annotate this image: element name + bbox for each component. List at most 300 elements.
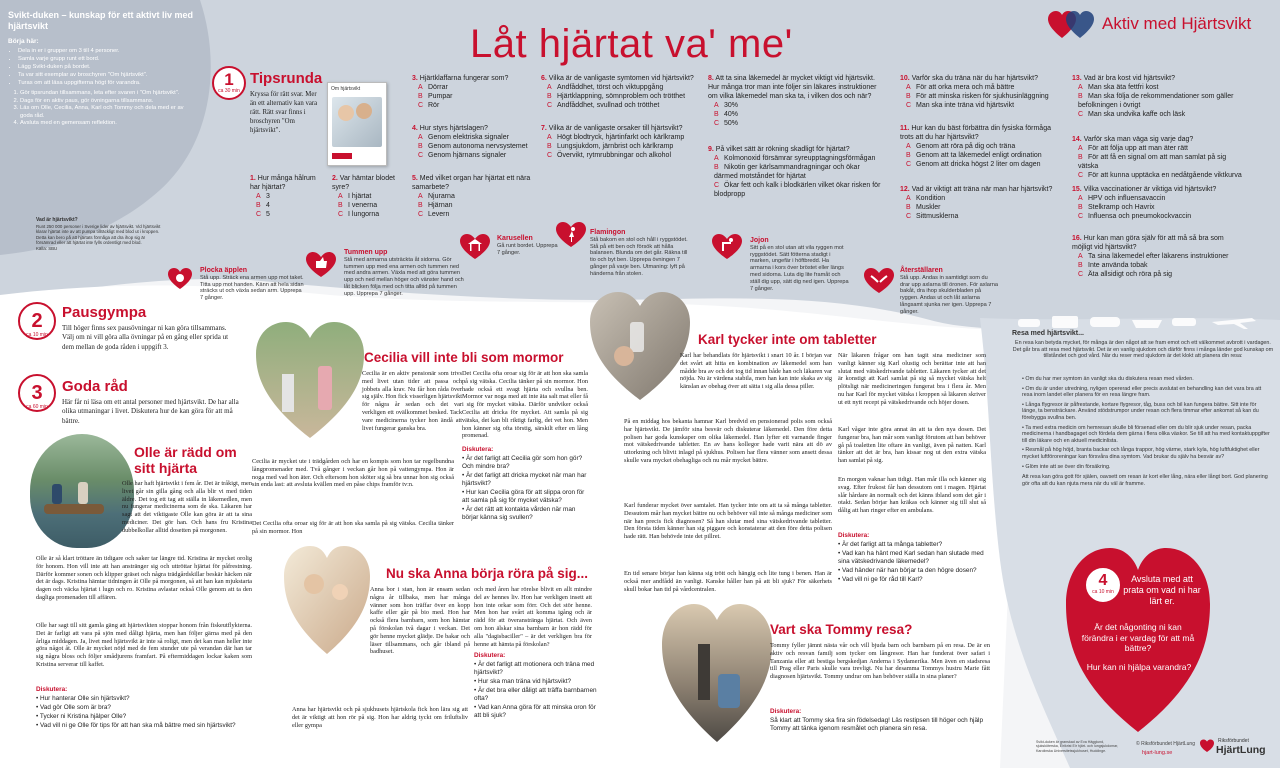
quiz-option[interactable] (714, 163, 884, 181)
quiz-option-letter: C (714, 120, 720, 127)
olle-p2: Olle är så klart tröttare än tidigare och saker tar längre tid. Kristina är mycket orolig för honom. Hon vill inte att han anstränger sig och uttröttar hjärtat för påfrestning. Därför kommer sonen och klipper gräset och några trädgårdskillar beskär häcken när det är dags. Kristina hämtar tidningen åt Olle på morgonen, så att han kan mjukstarta dagen och väcka hjärtat i lugn och ro. Kristina avlastar också Olle genom att ta den dagliga promenaden till affären. (36, 555, 252, 601)
anna-discussion (474, 652, 604, 721)
quiz-question-text: Att ta sina läkemedel är mycket viktigt vid hjärtsvikt. Hur många tror man inte följer sin läkares instruktioner om vilka läkemedel man ska ta, i vilken dos och när? (708, 75, 877, 100)
quiz-question (708, 145, 884, 199)
quiz-option-letter: C (906, 102, 912, 109)
quiz-question-text: Var hämtar blodet syre? (332, 175, 395, 191)
karl-discussion (838, 532, 988, 585)
quiz-option-letter: B (1078, 204, 1083, 211)
exercise-text: Sitt på en stol utan att vila ryggen mot ryggstödet. Sätt fötterna stadigt i marken, ungefär i höftbredd. Ha armarna i kors över bröstet eller längs med sidorna. Luta dig lite framåt och ställ dig upp, sätt dig ned igen. Upprepa 7 gånger. (750, 244, 849, 292)
quiz-option-text: Genom elektriska signaler (428, 134, 509, 141)
karl-p5: När läkaren frågar om han tagit sina mediciner som vanligt känner sig Karl olustig och berättar inte att han slutat med vätskedrivande tabletter. Läkaren tycker att det är konstigt att Karl samlat på sig så mycket vätska helt plötsligt när medicineringen fungerat bra i flera år. Men nu har Karl för mycket vätska i kroppen så läkaren skriver ut ett nytt recept på vätskedrivande och höjer dosen. (838, 352, 986, 406)
quiz-option[interactable] (1078, 203, 1242, 212)
apple-icon (168, 268, 192, 290)
quiz-option-text: I venerna (348, 202, 378, 209)
quiz-option-letter: C (1078, 213, 1084, 220)
discussion-item: • Vad gör Olle som är bra? (36, 704, 111, 711)
section-2-title: Pausgympa (62, 304, 147, 321)
quiz-option-letter: B (418, 93, 423, 100)
quiz-option[interactable] (547, 83, 701, 92)
quiz-option-letter: A (256, 193, 261, 200)
quiz-option-text: Stelkramp och Havrix (1088, 204, 1155, 211)
exercise-text: Stå med armarna utsträckta åt sidorna. Gör tummen upp med ena armen och tummen ned med andra armen. Växla med att göra tummen upp och ned mellan höger och vänster hand och låt blicken följa med och titta alltid på tummen upp. Upprepa 7 gånger. (344, 256, 464, 297)
quiz-option-text: Äta allsidigt och röra på sig (1088, 271, 1173, 278)
quiz-question (900, 124, 1060, 169)
quiz-option[interactable] (338, 201, 404, 210)
quiz-option-letter: A (418, 84, 423, 91)
quiz-question-text: Vilka vaccinationer är viktiga vid hjärtsvikt? (1083, 186, 1217, 193)
fact-title: Vad är hjärtsvikt? (36, 217, 78, 223)
quiz-option-text: För att orka mera och må bättre (916, 84, 1015, 91)
quiz-option[interactable] (1078, 92, 1242, 110)
quiz-option[interactable] (338, 192, 404, 201)
quiz-option[interactable] (418, 151, 552, 160)
discussion-item: • Är det bra eller dåligt att träffa barnbarnen ofta? (474, 687, 597, 702)
tommy-discussion (770, 708, 992, 734)
quiz-number: 11. (900, 125, 910, 132)
quiz-option-letter: A (418, 193, 423, 200)
quiz-option-text: Genom att ta läkemedel enligt ordination (916, 152, 1042, 159)
exercise-flamingon (590, 230, 690, 278)
quiz-option[interactable] (1078, 83, 1242, 92)
quiz-option-letter: B (338, 202, 343, 209)
yoyo-icon (712, 234, 742, 260)
brand-name: Aktiv med Hjärtsvikt (1102, 14, 1252, 33)
section-2-badge: 2 ca 10 min (18, 302, 56, 340)
quiz-option-text: HPV och influensavaccin (1088, 195, 1166, 202)
quiz-option-text: Kondition (916, 195, 946, 202)
quiz-option-letter: B (906, 93, 911, 100)
quiz-option-letter: A (714, 155, 719, 162)
quiz-option-text: Sittmusklerna (916, 213, 959, 220)
quiz-option-text: Kolmonoxid försämrar syreupptagningsförmågan (724, 155, 876, 162)
quiz-question (1072, 234, 1242, 279)
quiz-option[interactable] (1078, 270, 1242, 279)
quiz-option[interactable] (906, 92, 1060, 101)
quiz-option-letter: B (714, 164, 719, 171)
quiz-option-letter: A (418, 134, 423, 141)
quiz-option[interactable] (906, 83, 1060, 92)
quiz-number: 6. (541, 75, 547, 82)
footer-credit: Svikt-duken är granskad av Eva Hägglund, sjuksköterska, Eirikrist Eir hjärt- och lungsjukdomar, Karolinska Universitetssjukhuset, Huddinge. (1036, 740, 1119, 753)
karl-p4: En tid senare börjar han känna sig trött och hängig och lite tung i benen. Han är också mer andfådd än vanligt. Kanske håller han på att bli sjuk? För säkerhets skull bokar han tid på vårdcentralen. (624, 570, 832, 593)
quiz-option-text: 4 (266, 202, 270, 209)
quiz-question-text: Vilka är de vanligaste orsaker till hjärtsvikt? (548, 125, 683, 132)
quiz-number: 2. (332, 175, 338, 182)
quiz-option-text: I lungorna (348, 211, 380, 218)
discussion-item: • Vad vill ni ge Olle för tips för att han ska må bättre med sin hjärtsvikt? (36, 722, 236, 729)
discussion-item: • Är det rätt att kontakta vården när man börjar känna sig svullen? (462, 506, 576, 521)
travel-tip: • Glöm inte att se över din försäkring. (1022, 463, 1111, 470)
quiz-option-letter: C (714, 182, 720, 189)
quiz-question-text: Varför ska du träna när du har hjärtsvikt? (911, 75, 1039, 82)
olle-photo (30, 434, 134, 548)
intro-start-heading: Börja här: (8, 38, 39, 45)
quiz-option-text: Muskler (916, 204, 941, 211)
quiz-option[interactable] (906, 212, 1060, 221)
quiz-number: 13. (1072, 75, 1082, 82)
footer-copyright: © Riksförbundet HjärtLung (1136, 741, 1195, 747)
quiz-number: 9. (708, 146, 714, 153)
quiz-option[interactable] (1078, 212, 1242, 221)
cecilia-discussion (462, 446, 592, 523)
quiz-question-text: Vilka är de vanligaste symtomen vid hjärtsvikt? (548, 75, 694, 82)
anna-p1: Anna bor i stan, hon är ensam sedan några år tillbaka, men har många vänner som hon träffar över en kopp kaffe eller går på bio med. Hon har också flera barnbarn, som hon hämtar på förskolan två dagar i veckan. Det gör henne mycket glädje. De bakar och läser tillsammans, och går ibland på badhuset. (370, 586, 470, 656)
quiz-option[interactable] (418, 142, 552, 151)
quiz-option-text: Hjärtklappning, sömnproblem och trötthet (557, 93, 686, 100)
quiz-number: 4. (412, 125, 418, 132)
exercise-title: Karusellen (497, 235, 533, 242)
quiz-option-letter: C (1078, 271, 1084, 278)
quiz-option-letter: A (714, 102, 719, 109)
quiz-option-text: Pumpar (428, 93, 453, 100)
quiz-option-text: Nikotin ger kärlsammandragningar och ökar därmed motståndet för hjärtat (714, 164, 860, 180)
quiz-option[interactable] (418, 101, 552, 110)
quiz-option[interactable] (1078, 171, 1242, 180)
quiz-number: 3. (412, 75, 418, 82)
exercise-title: Jojon (750, 237, 769, 244)
quiz-option-text: 5 (266, 211, 270, 218)
travel-tip: • Om du har mer symtom än vanligt ska du diskutera resan med vården. (1022, 376, 1194, 382)
cecilia-title: Cecilia vill inte bli som mormor (364, 350, 564, 365)
quiz-number: 1. (250, 175, 256, 182)
travel-tip: • Resmål på hög höjd, branta backar och långa trappor, hög värme, stark kyla, hög luftfuktighet eller mycket luftföroreningar kan försvåra dina symtom. Vad brukar du själv ha besvär av? (1022, 447, 1260, 460)
cecilia-p1: Cecilia är en aktiv pensionär som trivs med livet utan tider att passa och jobbets alla krav. Nu får hon råda över sig själv. Hon fick visserligen hjärtsvikt för några år sedan och det var verkligen ett ovälkommet besked. Tack vare medicinerna tycker hon ändå att livet fungerar ganska bra. (362, 370, 462, 432)
quiz-option-letter: C (256, 211, 262, 218)
intro-numbered-item: 2. Dags för en aktiv paus, gör övningarna tillsammans. (20, 98, 198, 106)
section-3-title: Goda råd (62, 378, 128, 395)
section-2-desc: Till höger finns sex pausövningar ni kan göra tillsammans. Välj om ni vill göra alla övningar på en gång eller sprida ut dem mellan de goda råden i uppgift 3. (62, 324, 229, 351)
quiz-option[interactable] (418, 210, 552, 219)
discussion-item: • Hur ska man träna vid hjärtsvikt? (474, 678, 572, 685)
quiz-option-letter: A (547, 84, 552, 91)
footer-url[interactable]: hjart-lung.se (1142, 750, 1173, 756)
quiz-question-text: Hur kan du bäst förbättra din fysiska förmåga trots att du har hjärtsvikt? (900, 125, 1051, 141)
quiz-number: 5. (412, 175, 418, 182)
cecilia-p2: Cecilia är mycket ute i trädgården och har en kompis som hon tar regelbundna långpromenader med. Två gånger i veckan går hon på vattengympa. Hon är noga med vad hon äter. Och eftersom hon sköter sig så bra unnar hon sig också sin enda last: att avsluta kvällen med en påse chips framför tv:n. (252, 458, 454, 489)
quiz-option[interactable] (714, 181, 884, 199)
quiz-question (1072, 74, 1242, 119)
quiz-option-letter: C (418, 102, 424, 109)
travel-intro: En resa kan betyda mycket, för många är den något att se fram emot och ett välkommet avbrott i vardagen. Det går bra att resa med hjärtsvikt. Det är en vanlig sjukdom och därför finns i många länder god kunskap om tillståndet och god vård. När du reser med sjukdom är det klokt att planera din resa: (1012, 340, 1274, 360)
travel-tip: • Ta med extra medicin om hemresan skulle bli försenad eller om du blir sjuk under resan, packa medicinerna i handbagaget och fördela dem gärna i flera olika väskor. Se till att ha med kontaktuppgifter till din läkare och en aktuell medicinlista. (1022, 424, 1270, 444)
quiz-question-text: Med vilket organ har hjärtat ett nära samarbete? (412, 175, 531, 191)
flamingo-icon (556, 222, 586, 248)
quiz-option-text: För att få en signal om att man samlat på sig vätska (1078, 154, 1227, 170)
anna-p2: och med åren har rörelse blivit en allt mindre del av hennes liv. Hon har verkligen insett att hon inte orkar som förr. Och det stör henne. Men hon har svårt att komma igång och är rädd för att överanstränga hjärtat. Och även om hon älskar sina barnbarn är hon rädd för alla "dagisbaciller" – är det verkligen bra för henne att hämta på förskolan? (474, 586, 592, 648)
quiz-option-letter: B (1078, 154, 1083, 161)
fact-box (36, 218, 166, 252)
quiz-option-text: Dörrar (428, 84, 448, 91)
quiz-question (1072, 135, 1242, 180)
quiz-option-text: För att minska risken för sjukhusinläggning (916, 93, 1049, 100)
intro-numbered-item: 1. Gör tipsrundan tillsammans, leta efter svaren i "Om hjärtsvikt". (20, 90, 198, 98)
quiz-option-letter: A (338, 193, 343, 200)
discussion-title: Diskutera: (770, 708, 802, 715)
karl-title: Karl tycker inte om tabletter (698, 332, 877, 347)
quiz-option-letter: C (418, 152, 424, 159)
exercise-aterstallaren (900, 268, 998, 316)
quiz-option[interactable] (418, 92, 552, 101)
discussion-item: • Hur hanterar Olle sin hjärtsvikt? (36, 695, 130, 702)
quiz-option[interactable] (1078, 261, 1242, 270)
quiz-option[interactable] (906, 203, 1060, 212)
quiz-option-letter: A (906, 195, 911, 202)
travel-icons (1012, 312, 1272, 332)
quiz-option[interactable] (906, 151, 1060, 160)
quiz-option-letter: B (906, 204, 911, 211)
quiz-question-text: Hur många hålrum har hjärtat? (250, 175, 316, 191)
quiz-option-letter: C (1078, 172, 1084, 179)
quiz-option-letter: C (1078, 111, 1084, 118)
quiz-option-text: Man ska undvika kaffe och läsk (1088, 111, 1186, 118)
quiz-option-letter: A (906, 84, 911, 91)
footer-org-small: Riksförbundet (1218, 738, 1249, 744)
karl-p2: På en middag hos bekanta hamnar Karl bredvid en pensionerad polis som också har hjärtsvikt. De jämför sina besvär och diskuterar läkemedel. Den före detta polisen har goda kunskaper om olika läkemedel. Han lyfter ett varnande finger mot vätskedrivande tabletter. En av hans kollegor hade varit nära att dö av uttorkning och blivit inlagd på sjukhus. Polisen har flera vänner som ansett dessa skulle vara mycket obehagliga och nu mår mycket bättre. (624, 418, 832, 464)
discussion-item: • Är det farligt att Cecilia gör som hon gör? Och mindre bra? (462, 455, 583, 470)
quiz-option-text: Genom hjärnans signaler (428, 152, 507, 159)
quiz-question (541, 74, 701, 110)
quiz-option[interactable] (714, 119, 884, 128)
discussion-title: Diskutera: (36, 686, 68, 693)
quiz-option[interactable] (547, 142, 701, 151)
travel-tips (1022, 376, 1272, 487)
quiz-option-text: Njurarna (428, 193, 455, 200)
quiz-option-letter: A (906, 143, 911, 150)
quiz-option-letter: B (256, 202, 261, 209)
quiz-option[interactable] (1078, 144, 1242, 153)
discussion-item: • Är det farligt att ta många tabletter? (838, 541, 943, 548)
quiz-option-letter: C (906, 161, 912, 168)
exercise-title: Plocka äpplen (200, 267, 248, 274)
thumbs-up-icon (306, 252, 336, 278)
section-4-q2: Hur kan ni hjälpa varandra? (1086, 662, 1192, 672)
quiz-option-text: Man ska äta fettfri kost (1088, 84, 1159, 91)
quiz-option-letter: B (547, 93, 552, 100)
karl-photo (590, 292, 690, 402)
section-1-badge: 1 ca 30 min (212, 66, 246, 100)
footer-org: HjärtLung (1216, 744, 1266, 756)
section-4-badge: 4 ca 10 min (1086, 568, 1120, 602)
intro-numbered (8, 90, 198, 128)
brand-logo (1048, 10, 1278, 44)
discussion-text: Så klart att Tommy ska fira sin födelsedag! Läs restipsen till höger och hjälp Tommy att tänka igenom resmålet och planera sin resa. (770, 717, 984, 732)
karl-p6: Karl vågar inte göra annat än att ta den nya dosen. Det fungerar bra, han mår som vanligt förutom att han behöver gå på toaletten lite oftare än vanligt, även på natten. Karl tänker att det är bra, han kissar nog ut den extra vätska han samlat på sig. (838, 426, 986, 465)
quiz-question (412, 124, 552, 160)
brochure-title: Om hjärtsvikt (331, 86, 361, 92)
quiz-option[interactable] (256, 210, 322, 219)
discussion-item: • Är det farligt att motionera och träna med hjärtsvikt? (474, 661, 595, 676)
quiz-option[interactable] (906, 142, 1060, 151)
quiz-question-text: Varför ska man väga sig varje dag? (1083, 136, 1194, 143)
discussion-item: • Tycker ni Kristina hjälper Olle? (36, 713, 127, 720)
quiz-question-text: På vilket sätt är rökning skadligt för hjärtat? (715, 146, 850, 153)
quiz-number: 14. (1072, 136, 1082, 143)
exercise-jojon (750, 238, 850, 292)
quiz-option[interactable] (256, 201, 322, 210)
quiz-option-letter: A (1078, 84, 1083, 91)
quiz-option-letter: C (906, 213, 912, 220)
karl-p1: Karl har behandlats för hjärtsvikt i snart 10 år. I början var det svårt att hitta en kombination av läkemedel som han mådde bra av och det tog tid innan både han och läkaren var nöjda. Nu är värdena stabila, men han kan inte skaka av sig känslan av obehag över att sätta i sig alla dessa piller. (680, 352, 832, 391)
quiz-option-text: 30% (724, 102, 739, 109)
quiz-option[interactable] (1078, 194, 1242, 203)
olle-p1: Olle har haft hjärtsvikt i fem år. Det är tråkigt, men livet går sin gilla gång och alla blir vi med tiden äldre. Det tog ett tag att ställa in läkemedlen, men nu fungerar medicinerna som de ska. Läkaren har sagt att det viktigaste Olle kan göra är att ta sina mediciner. Det gör han. Och hans fru Kristina dubbelkollar alltid dosetten på morgonen. (122, 480, 252, 534)
karl-p7: En morgon vaknar han tidigt. Han mår illa och känner sig svag. Efter frukost får han dessutom ont i magen. Hjärtat slår hårdare än normalt och det känns ibland som det går i otakt. Sedan börjar han kräkas och känner sig till slut så dålig att han ringer efter en ambulans. (838, 476, 986, 515)
quiz-option[interactable] (1078, 153, 1242, 171)
quiz-question-text: Vad är bra kost vid hjärtsvikt? (1083, 75, 1175, 82)
hearts-logo-icon (1048, 10, 1096, 40)
page-title: Låt hjärtat va' me' (470, 22, 793, 66)
olle-discussion (36, 686, 256, 731)
exercise-text: Stå bakom en stol och håll i ryggstödet. Stå på ett ben och försök att hålla balansen. Blunda om det går. Räkna till tio och byt ben. Upprepa övningen 7 gånger på varje ben. Utmaning: lyft på händerna från stolen. (590, 236, 688, 277)
quiz-option-letter: B (418, 202, 423, 209)
exercise-text: Gå runt bordet. Upprepa 7 gånger. (497, 242, 558, 256)
exercise-title: Tummen upp (344, 249, 388, 256)
travel-tip: • Långa flygresor är påfrestande, kortare flygresor, tåg, buss och bil kan fungera bättre. Sitt inte för länge, ta bensträckare. Använd stödstrumpor under resan och flera timmar efter ankomst så kan du förebygga svullna ben. (1022, 401, 1259, 421)
quiz-option[interactable] (906, 160, 1060, 169)
quiz-option[interactable] (256, 192, 322, 201)
quiz-option[interactable] (714, 101, 884, 110)
quiz-number: 7. (541, 125, 547, 132)
quiz-option-letter: B (1078, 93, 1083, 100)
quiz-option-text: Influensa och pneumokockvaccin (1088, 213, 1192, 220)
quiz-option[interactable] (906, 101, 1060, 110)
quiz-number: 12. (900, 186, 910, 193)
quiz-option[interactable] (714, 154, 884, 163)
quiz-option-text: Inte använda tobak (1088, 262, 1148, 269)
tommy-photo (662, 604, 772, 744)
exercise-text: Stå upp. Sträck ena armen upp mot taket. Titta upp mot handen. Känn att hela sidan sträcks ut och växla sedan arm. Upprepa 7 gånger. (200, 274, 304, 302)
quiz-option-letter: C (418, 211, 424, 218)
cecilia-p3-left: Det Cecilia ofta oroar sig för är att hon ska samla på sig vätska. Cecilia tänker på sin mormor. Hon (252, 520, 454, 535)
quiz-question (412, 74, 552, 110)
wings-icon (864, 268, 894, 294)
quiz-option[interactable] (906, 194, 1060, 203)
quiz-number: 8. (708, 75, 714, 82)
section-1-title: Tipsrunda (250, 70, 323, 87)
quiz-option-text: Genom autonoma nervsystemet (428, 143, 528, 150)
anna-title: Nu ska Anna börja röra på sig... (386, 566, 589, 581)
intro-step: • Samla varje grupp runt ett bord. (18, 55, 198, 63)
plane-icon (1212, 318, 1256, 329)
quiz-option[interactable] (547, 151, 701, 160)
quiz-option[interactable] (418, 83, 552, 92)
quiz-question (900, 185, 1060, 221)
quiz-option-text: Genom att röra på dig och träna (916, 143, 1016, 150)
intro-numbered-item: 4. Avsluta med en gemensam reflektion. (20, 120, 198, 128)
discussion-title: Diskutera: (838, 532, 870, 539)
quiz-option-text: Genom att dricka högst 2 liter om dagen (916, 161, 1041, 168)
quiz-option[interactable] (1078, 252, 1242, 261)
ship-icon (1132, 320, 1162, 328)
quiz-option-text: För att följa upp att man äter rätt (1088, 145, 1188, 152)
quiz-option-text: Ökar fett och kalk i blodkärlen vilket ökar risken för blodpropp (714, 182, 881, 198)
quiz-option[interactable] (338, 210, 404, 219)
quiz-question-text: Hur kan man göra själv för att må så bra som möjligt vid hjärtsvikt? (1072, 235, 1224, 251)
quiz-option[interactable] (547, 92, 701, 101)
train-icon (1090, 317, 1120, 327)
olle-p3: Olle har sagt till sitt gamla gäng att hjärtsvikten stoppar honom från fiskeutflykterna. Det är farligt att vara på sjön med dåligt hjärta, men han följer gärna med på den årliga middagen. Ja, livet med hjärtsvikt är inte så roligt, men det kan man heller inte göra något åt. Olle är mycket nöjd med de fem stunder ute på verandan där han tar sig några bloss och följer smådjurens framfart. På eftermiddagen lockar kaken som Kristina serverar till kaffet. (36, 622, 252, 668)
quiz-option-letter: C (338, 211, 344, 218)
fact-text: Runt 250 000 personer i Sverige lider av hjärtsvikt. Vid hjärtsvikt klarar hjärtat inte av att pumpa tillräckligt med blod ut i kroppen. Detta kan bero på att hjärtats förmåga att dra ihop sig är försämrad eller att hjärtat inte fylls ordentligt med blod. (36, 223, 161, 246)
quiz-question-text: Hjärtklaffarna fungerar som? (419, 75, 509, 82)
quiz-option-text: Man ska inte träna vid hjärtsvikt (916, 102, 1015, 109)
quiz-option-text: 40% (724, 111, 739, 118)
discussion-item: • Vad händer när han börjar ta den högre dosen? (838, 567, 977, 574)
car-icon-2 (1172, 318, 1196, 326)
quiz-option[interactable] (1078, 110, 1242, 119)
car-icon (1018, 319, 1040, 327)
quiz-option[interactable] (418, 201, 552, 210)
tommy-p1: Tommy fyller jämnt nästa vår och vill bjuda barn och barnbarn på en resa. De är en aktiv och resvan familj som tycker om långresor. Han har funderat över safari i Tanzania eller att bestiga bergskedjan Anderna i Sydamerika. Men även en stadsresa till Prag eller Paris skulle vara trevligt. Nu har desamma Tommys hustru Marie fått diagnosen hjärtsvikt. Tommy undrar om han behöver ställa in sina planer? (770, 642, 990, 681)
intro-numbered-item: 3. Läs om Olle, Cecilia, Anna, Karl och Tommy och dela med er av goda råd. (20, 105, 198, 120)
intro-step: • Dela in er i grupper om 3 till 4 personer. (18, 47, 198, 55)
olle-title: Olle är rädd om sitt hjärta (134, 444, 237, 476)
karl-p3: Karl funderar mycket över samtalet. Han tycker inte om att ta så många tabletter. Dessutom mår han mycket bättre nu och behöver väl inte så många mediciner som när han precis fick diagnosen? Så han slutar med sina vätskedrivande tabletter. Den första tiden känner han sig piggare och konstaterar att den före detta polisen hade rätt. Han behövde inte det pillret. (624, 502, 832, 541)
quiz-option-text: För att kunna upptäcka en nedåtgående viktkurva (1088, 172, 1242, 179)
quiz-option[interactable] (418, 192, 552, 201)
anna-p3: Anna har hjärtsvikt och på sjukhusets hjärtskola fick hon lära sig att det är viktigt att hon rör på sig. Hon har aldrig tyckt om friluftsliv eller gympa (292, 706, 468, 729)
quiz-option-letter: B (418, 143, 423, 150)
exercise-tummen-upp (344, 250, 464, 298)
exercise-karusellen (497, 236, 559, 256)
quiz-option[interactable] (547, 101, 701, 110)
bus-icon (1052, 316, 1078, 328)
quiz-option-text: Lungsjukdom, järnbrist och kärlkramp (557, 143, 674, 150)
discussion-item: • Är det farligt att dricka mycket när man har hjärtsvikt? (462, 472, 587, 487)
quiz-option-text: Man ska följa de rekommendationer som gäller befolkningen i övrigt (1078, 93, 1234, 109)
quiz-question (900, 74, 1060, 110)
discussion-item: • Vad kan Anna göra för att minska oron för att bli sjuk? (474, 704, 596, 719)
section-3-desc: Här får ni läsa om ett antal personer med hjärtsvikt. De har alla olika utmaningar i livet. Diskutera hur de kan göra för att må bättre. (62, 398, 239, 425)
quiz-question-text: Vad är viktigt att träna när man har hjärtsvikt? (911, 186, 1053, 193)
quiz-option-text: Övervikt, rytmrubbningar och alkohol (557, 152, 671, 159)
intro-step: • Ta var sitt exemplar av broschyren "Om hjärtsvikt". (18, 71, 198, 79)
quiz-option-text: Levern (428, 211, 450, 218)
quiz-option-letter: C (547, 102, 553, 109)
discussion-item: • Vad kan ha hänt med Karl sedan han slutade med sina vätskedrivande läkemedel? (838, 550, 984, 565)
quiz-option-letter: A (547, 134, 552, 141)
section-1-desc: Kryssa för rätt svar. Mer än ett alternativ kan vara rätt. Rätt svar finns i broschyren "Om hjärtsvikt". (250, 91, 318, 134)
quiz-number: 16. (1072, 235, 1082, 242)
exercise-title: Flamingon (590, 229, 626, 236)
quiz-option-letter: B (1078, 262, 1083, 269)
intro-steps (8, 47, 198, 87)
section-3-badge: 3 ca 60 min (18, 374, 56, 412)
intro-step: • Turas om att läsa uppgifterna högt för varandra. (18, 79, 198, 87)
intro-box (8, 10, 198, 128)
hjartlung-logo-icon (1200, 739, 1214, 753)
quiz-option-text: 3 (266, 193, 270, 200)
quiz-number: 10. (900, 75, 910, 82)
quiz-question (412, 174, 552, 219)
quiz-option-text: I hjärtat (348, 193, 372, 200)
quiz-option-text: Rör (428, 102, 440, 109)
quiz-number: 15. (1072, 186, 1082, 193)
fact-source: Källa: SBU (36, 245, 58, 251)
quiz-option-text: Högt blodtryck, hjärtinfarkt och kärlkramp (557, 134, 685, 141)
quiz-option-letter: B (906, 152, 911, 159)
quiz-option[interactable] (547, 133, 701, 142)
brochure-image (327, 82, 387, 166)
quiz-option[interactable] (418, 133, 552, 142)
quiz-option[interactable] (714, 110, 884, 119)
quiz-question (541, 124, 701, 160)
carousel-icon (460, 234, 490, 260)
quiz-option-text: Ta sina läkemedel efter läkarens instruktioner (1088, 253, 1229, 260)
intro-step: • Lägg Svikt-duken på bordet. (18, 63, 198, 71)
exercise-text: Stå upp. Andas in samtidigt som du drar upp axlarna till öronen. För axlarna bakåt, dra ihop skulderbladen på ryggen. Andas ut och låt axlarna långsamt sjunka ner igen. Upprepa 7 gånger. (900, 274, 998, 315)
